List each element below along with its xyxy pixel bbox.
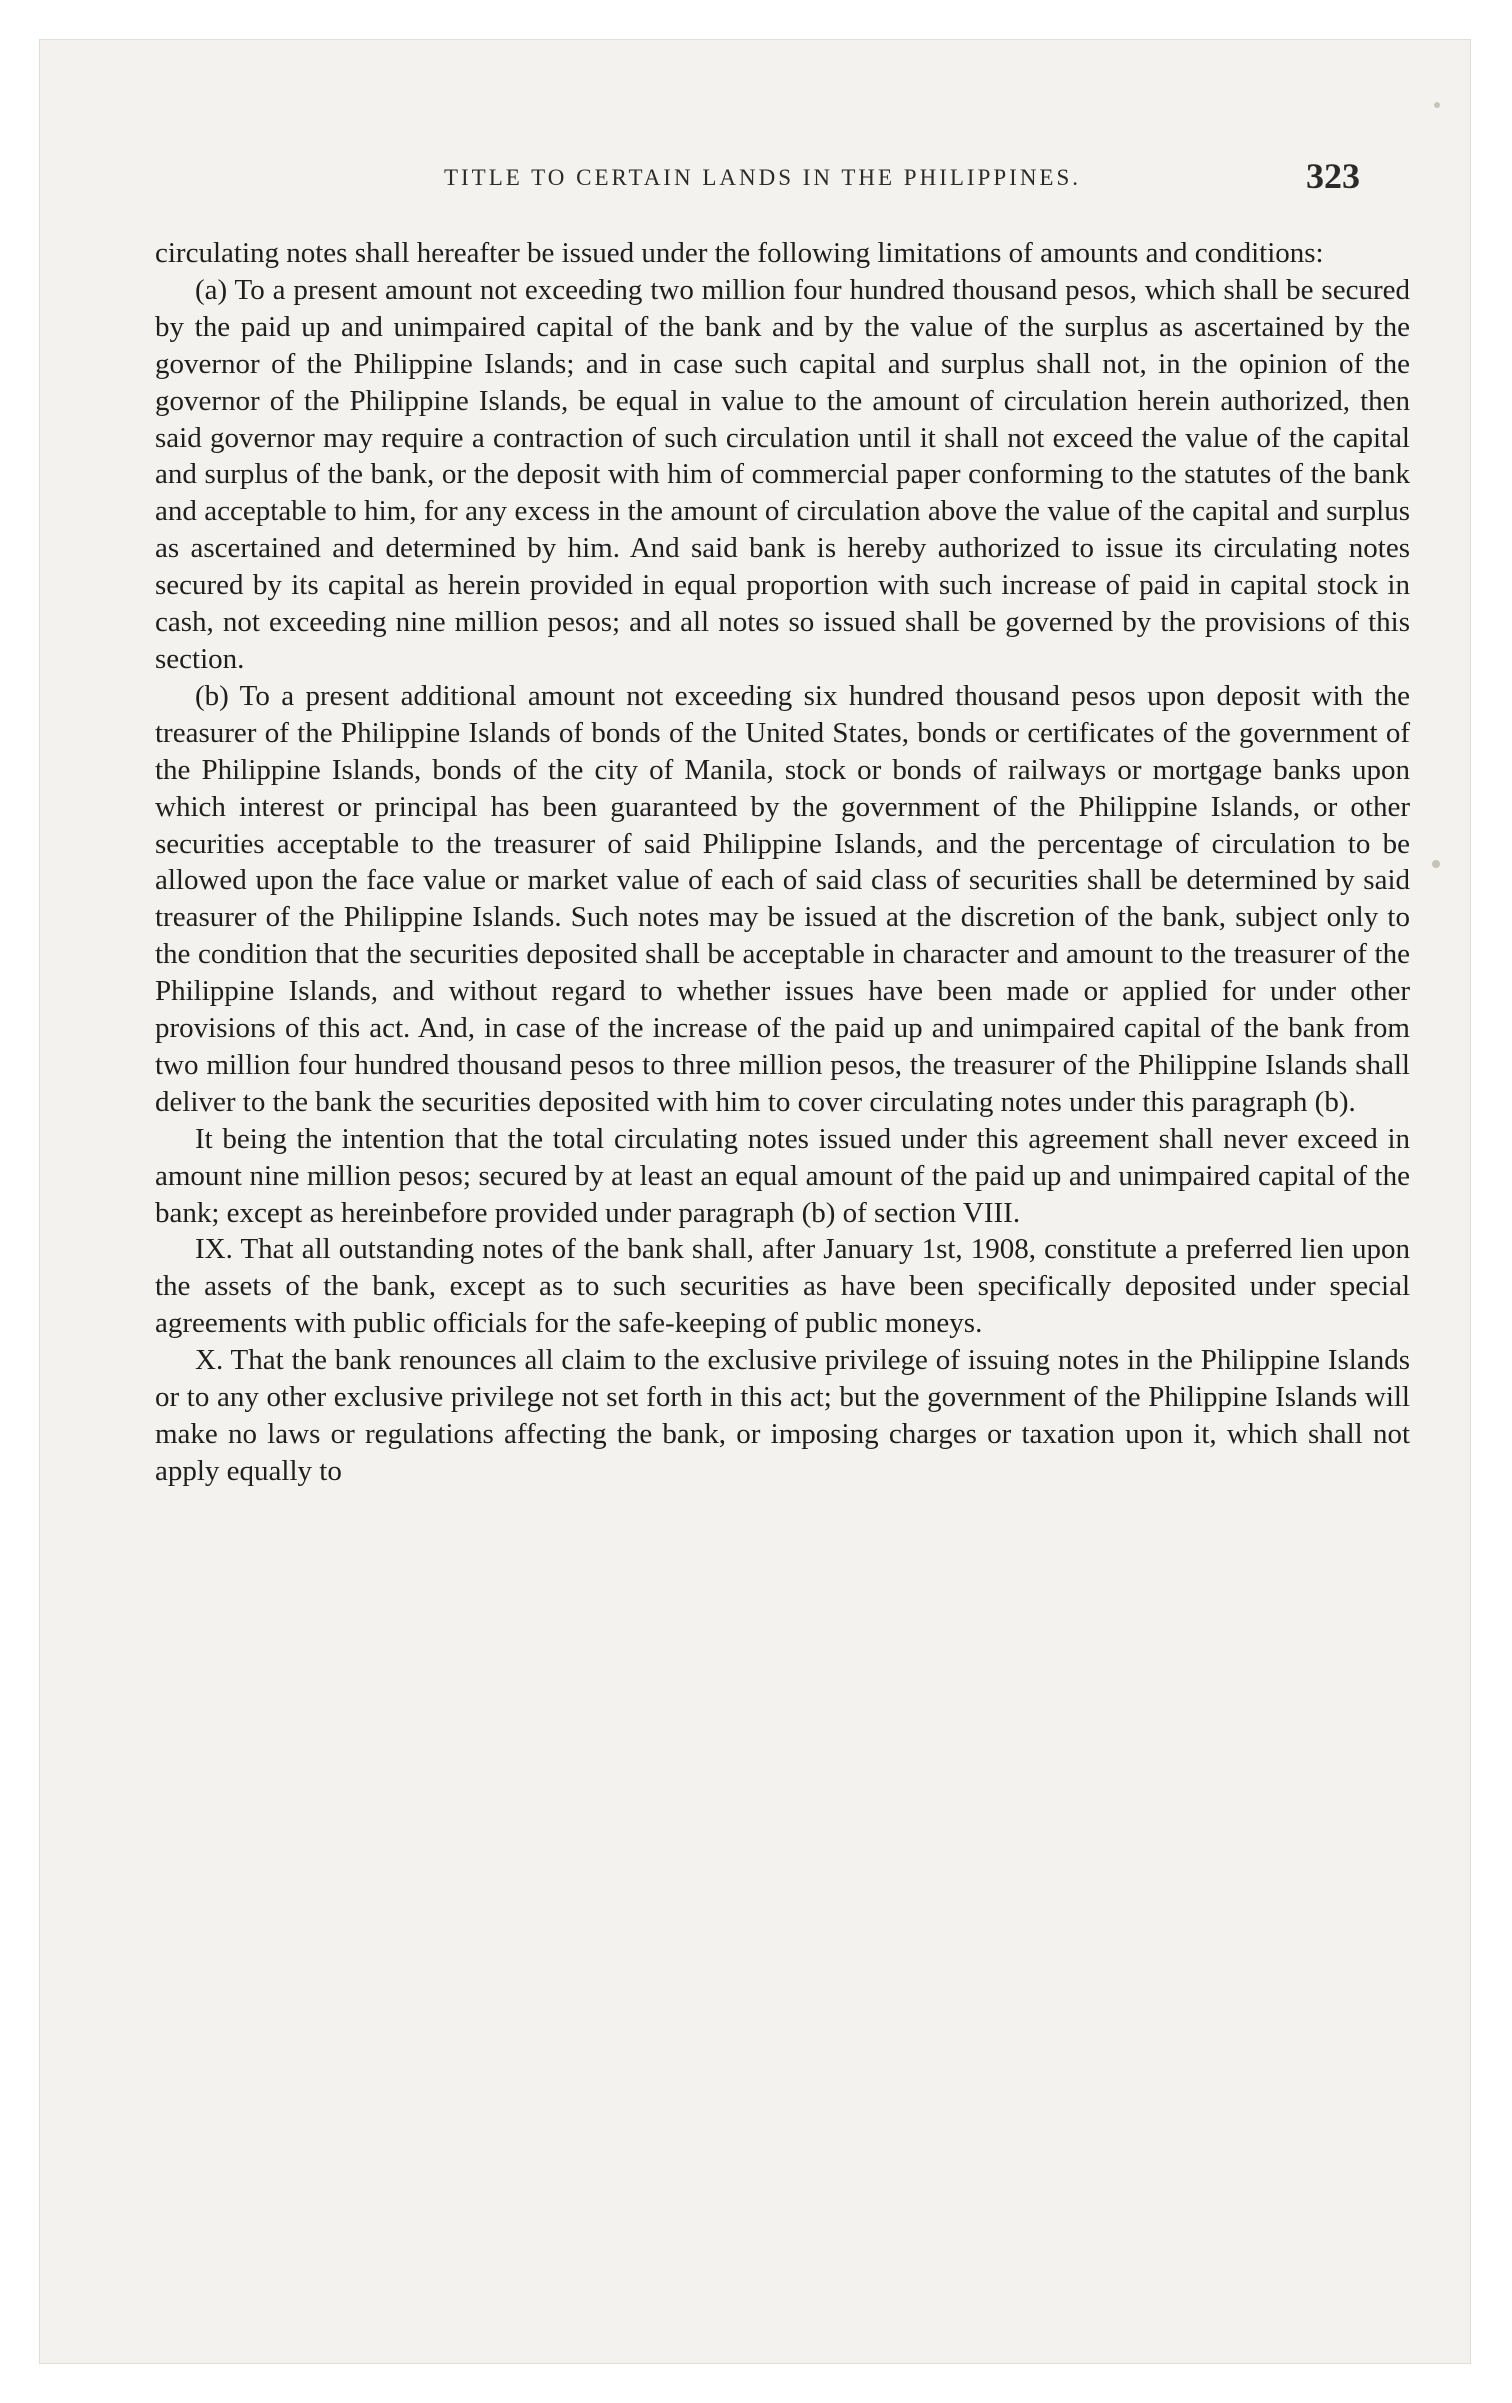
- document-page: [40, 40, 1470, 2363]
- page-speck: [1432, 860, 1440, 868]
- page-header: [155, 155, 1360, 205]
- paragraph-b: (b) To a present additional amount not exceeding six hundred thousand pesos upon deposit with the treasurer of the Philippine Islands of bonds of the United States, bonds or certificates of the government of the Philippine Islands, bonds of the city of Manila, stock or bonds of railways or mortgage banks upon which interest or principal has been guaranteed by the government of the Philippine Islands, or other securities acceptable to the treasurer of said Philippine Islands, and the percentage of circulation to be allowed upon the face value or market value of each of said class of securities shall be determined by said treasurer of the Philippine Islands. Such notes may be issued at the discretion of the bank, subject only to the condition that the securities deposited shall be acceptable in character and amount to the treasurer of the Philippine Islands, and without regard to whether issues have been made or applied for under other provisions of this act. And, in case of the increase of the paid up and unimpaired capital of the bank from two million four hundred thousand pesos to three million pesos, the treasurer of the Philippine Islands shall deliver to the bank the securities deposited with him to cover circulating notes under this paragraph (b).: [155, 679, 1410, 1118]
- paragraph-section-x: X. That the bank renounces all claim to the exclusive privilege of issuing notes in the Philippine Islands or to any other exclusive privilege not set forth in this act; but the government of the Philippine Islands will make no laws or regulations affecting the bank, or imposing charges or taxation upon it, which shall not apply equally to: [155, 1344, 1410, 1487]
- body-text: [155, 235, 1410, 1490]
- page-speck: [1434, 102, 1440, 108]
- paragraph-intention: It being the intention that the total circulating notes issued under this agreement shall never exceed in amount nine million pesos; secured by at least an equal amount of the paid up and unimpaired capital of the bank; except as hereinbefore provided under paragraph (b) of section VIII.: [155, 1122, 1410, 1229]
- paragraph-section-ix: IX. That all outstanding notes of the bank shall, after January 1st, 1908, constitute a preferred lien upon the assets of the bank, except as to such securities as have been specifically deposited under special agreements with public officials for the safe-keeping of public moneys.: [155, 1233, 1410, 1340]
- paragraph-continuation: circulating notes shall hereafter be issued under the following limitations of amounts and conditions:: [155, 237, 1324, 269]
- page-number: 323: [1306, 156, 1360, 196]
- paragraph-a: (a) To a present amount not exceeding two million four hundred thousand pesos, which shall be secured by the paid up and unimpaired capital of the bank and by the value of the surplus as ascertained by the governor of the Philippine Islands; and in case such capital and surplus shall not, in the opinion of the governor of the Philippine Islands, be equal in value to the amount of circulation herein authorized, then said governor may require a contraction of such circulation until it shall not exceed the value of the capital and surplus of the bank, or the deposit with him of commercial paper conforming to the statutes of the bank and acceptable to him, for any excess in the amount of circulation above the value of the capital and surplus as ascertained and determined by him. And said bank is hereby authorized to issue its circulating notes secured by its capital as herein provided in equal proportion with such increase of paid in capital stock in cash, not exceeding nine million pesos; and all notes so issued shall be governed by the provisions of this section.: [155, 273, 1410, 675]
- running-head: TITLE TO CERTAIN LANDS IN THE PHILIPPINES.: [443, 165, 1082, 190]
